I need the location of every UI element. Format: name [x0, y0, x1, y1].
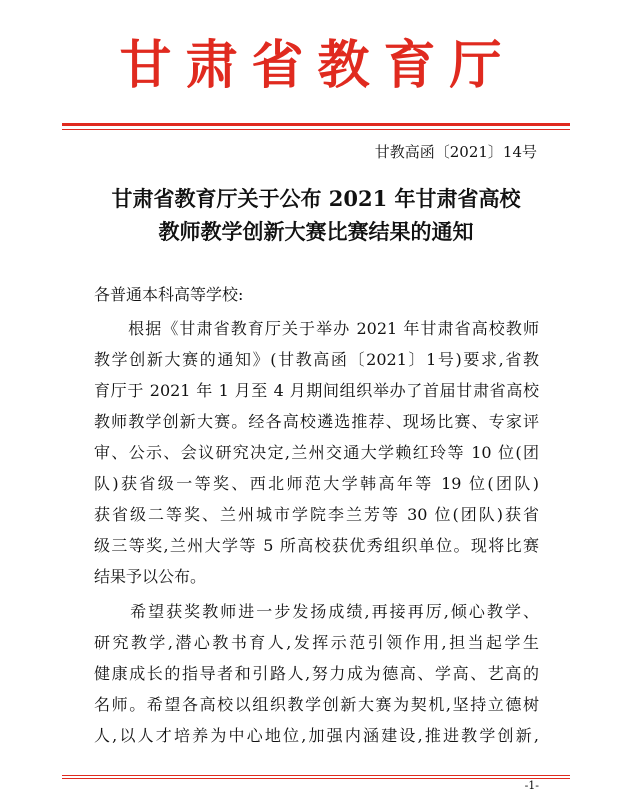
letterhead-title: 甘肃省教育厅: [119, 35, 516, 96]
document-number: 甘教高函〔2021〕14号: [374, 143, 537, 161]
paragraph-line: 结果予以公布。: [94, 567, 207, 586]
document-title: [62, 182, 570, 248]
paragraph-line: 教师教学创新大赛。经各高校遴选推荐、现场比赛、专家评: [94, 412, 539, 431]
paragraph-line: 希望获奖教师进一步发扬成绩,再接再厉,倾心教学、: [94, 602, 539, 621]
paragraph-line: 研究教学,潜心教书育人,发挥示范引领作用,担当起学生: [94, 633, 539, 652]
footer-rule-2: [62, 778, 570, 779]
paragraph-line: 获省级二等奖、兰州城市学院李兰芳等 30 位(团队)获省: [94, 505, 539, 524]
letterhead-rule-thick: [62, 123, 570, 126]
paragraph-line: 健康成长的指导者和引路人,努力成为德高、学高、艺高的: [94, 664, 539, 683]
paragraph-line: 级三等奖,兰州大学等 5 所高校获优秀组织单位。现将比赛: [94, 536, 539, 555]
paragraph-line: 队)获省级一等奖、西北师范大学韩高年等 19 位(团队): [94, 474, 539, 493]
footer-rule: [62, 775, 570, 776]
paragraph-line: 育厅于 2021 年 1 月至 4 月期间组织举办了首届甘肃省高校: [94, 381, 539, 400]
letterhead-rule-thin: [62, 129, 570, 130]
paragraph-2: [94, 596, 539, 751]
document-title-line-2: 教师教学创新大赛比赛结果的通知: [158, 219, 474, 244]
paragraph-line: 人,以人才培养为中心地位,加强内涵建设,推进教学创新,: [94, 726, 539, 745]
paragraph-line: 名师。希望各高校以组织教学创新大赛为契机,坚持立德树: [94, 695, 539, 714]
document-title-line-1: 甘肃省教育厅关于公布 2021 年甘肃省高校: [111, 186, 521, 211]
salutation: 各普通本科高等学校:: [94, 285, 244, 304]
paragraph-line: 根据《甘肃省教育厅关于举办 2021 年甘肃省高校教师: [94, 319, 539, 338]
page-number: -1-: [524, 779, 539, 792]
paragraph-1: [94, 313, 539, 592]
paragraph-line: 教学创新大赛的通知》(甘教高函〔2021〕1号)要求,省教: [94, 350, 539, 369]
paragraph-line: 审、公示、会议研究决定,兰州交通大学赖红玲等 10 位(团: [94, 443, 539, 462]
